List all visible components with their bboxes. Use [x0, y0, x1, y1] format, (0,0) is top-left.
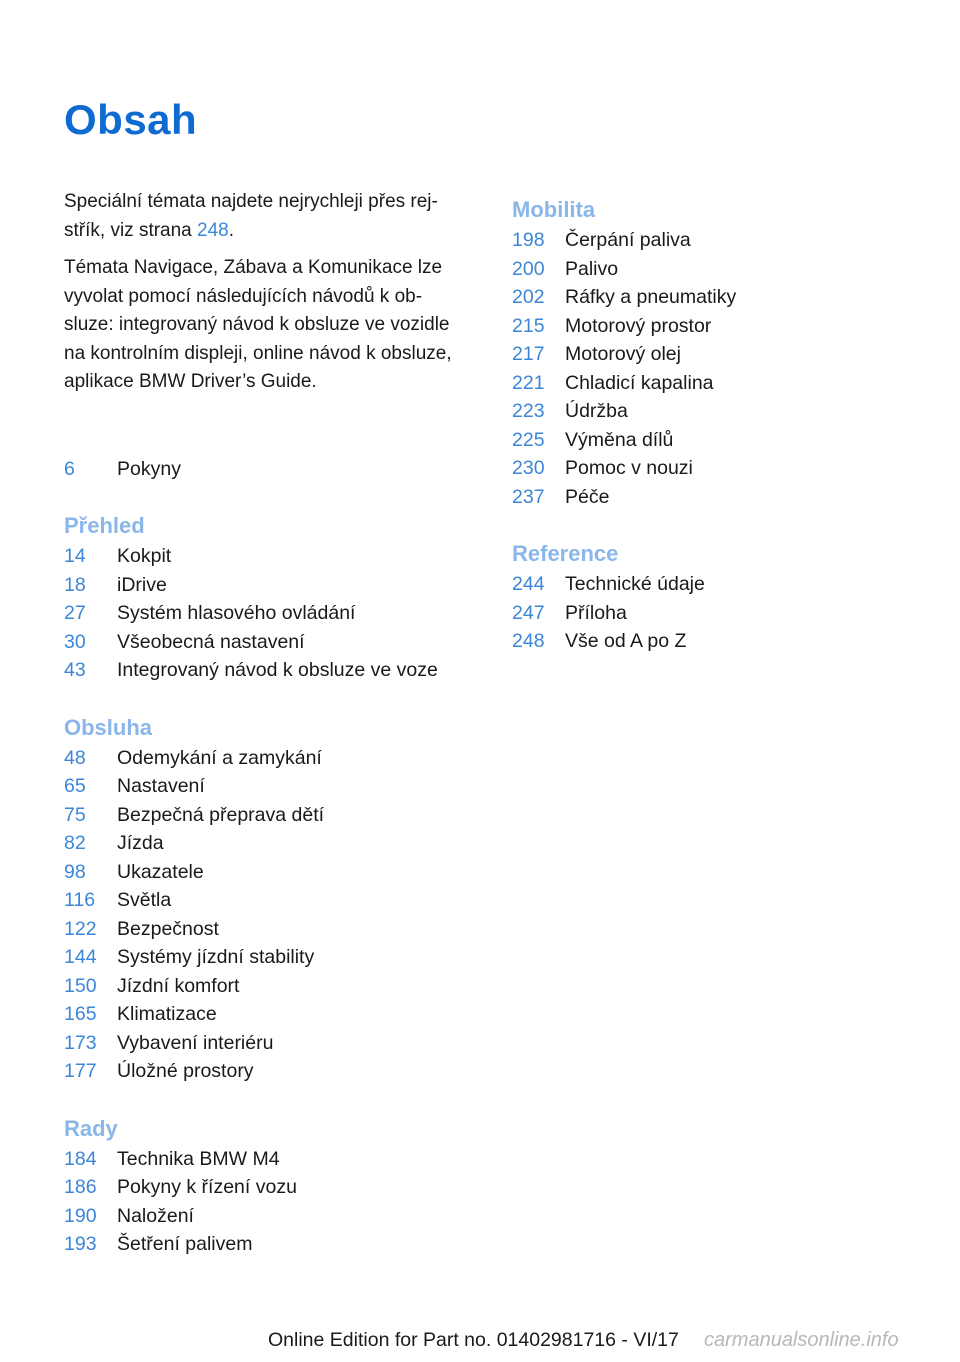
toc-page-number: 6	[64, 457, 75, 480]
toc-entry[interactable]	[64, 1173, 474, 1202]
toc-entry[interactable]	[64, 1202, 474, 1231]
toc-entry-title: Vybavení interiéru	[117, 1031, 274, 1054]
toc-entry-title: Šetření palivem	[117, 1233, 253, 1255]
toc-entry-title: Čerpání paliva	[565, 229, 691, 251]
toc-entry[interactable]	[64, 656, 474, 685]
toc-entry[interactable]	[512, 397, 912, 426]
toc-entry-title: Jízda	[117, 832, 164, 854]
toc-entry-title: Technika BMW M4	[117, 1147, 280, 1170]
toc-entry[interactable]	[64, 886, 474, 915]
toc-entry[interactable]	[64, 1145, 474, 1174]
toc-page-number: 200	[512, 257, 545, 280]
toc-page-number: 173	[64, 1031, 97, 1054]
toc-entry-title: Péče	[565, 485, 610, 508]
toc-page-number: 247	[512, 601, 545, 624]
section-spacer	[64, 1086, 474, 1107]
toc-entry[interactable]	[64, 571, 474, 600]
toc-entry[interactable]	[512, 340, 912, 369]
section-heading: Obsluha	[64, 714, 153, 740]
toc-list	[512, 570, 912, 656]
page-title: Obsah	[64, 96, 198, 143]
toc-entry[interactable]	[64, 744, 474, 773]
toc-entry-title: Motorový olej	[565, 343, 681, 365]
toc-entry-title: Technické údaje	[565, 573, 705, 595]
toc-page-number: 244	[512, 573, 545, 595]
toc-page-number: 165	[64, 1003, 97, 1025]
toc-entry[interactable]	[512, 454, 912, 483]
toc-page-number: 144	[64, 946, 97, 968]
toc-entry-title: Ráfky a pneumatiky	[565, 286, 737, 308]
toc-page-number: 217	[512, 343, 545, 365]
toc-page-number: 65	[64, 775, 86, 797]
toc-entry[interactable]	[64, 455, 474, 484]
toc-entry-title: Chladicí kapalina	[565, 371, 714, 394]
toc-entry-title: Nastavení	[117, 775, 205, 797]
toc-entry[interactable]	[64, 972, 474, 1001]
intro-text	[64, 188, 474, 397]
toc-entry-title: Systém hlasového ovládání	[117, 602, 356, 624]
toc-page-number: 225	[512, 428, 545, 451]
toc-entry[interactable]	[64, 801, 474, 830]
toc-entry-title: Bezpečnost	[117, 917, 219, 940]
toc-page-number: 237	[512, 485, 545, 508]
toc-entry[interactable]	[64, 915, 474, 944]
toc-page-number: 150	[64, 974, 97, 997]
intro-paragraph-2: Témata Navigace, Zábava a Komunikace lze vyvolat pomocí následujících návodů k ob‐ sluze: integrovaný návod k obsluze ve vozidle na kontrolním displeji, online návod k obsluze, aplikace BMW Driver’s Guide.	[64, 257, 452, 392]
toc-page-number: 48	[64, 746, 86, 769]
toc-page-number: 215	[512, 314, 545, 337]
toc-list	[64, 542, 474, 685]
toc-first-list	[64, 455, 474, 484]
section-heading: Přehled	[64, 513, 145, 538]
toc-entry[interactable]	[64, 943, 474, 972]
toc-page-number: 221	[512, 371, 545, 394]
toc-entry-title: Systémy jízdní stability	[117, 946, 315, 968]
toc-entry-title: Pokyny	[117, 457, 181, 480]
toc-page-number: 82	[64, 832, 86, 854]
intro-paragraph-1	[64, 188, 474, 245]
toc-entry[interactable]	[512, 369, 912, 398]
toc-list	[512, 226, 912, 511]
toc-list	[64, 744, 474, 1086]
toc-entry[interactable]	[512, 483, 912, 512]
toc-entry[interactable]	[64, 599, 474, 628]
toc-page-number: 190	[64, 1204, 97, 1227]
toc-entry[interactable]	[64, 829, 474, 858]
section-spacer	[512, 511, 912, 532]
toc-entry-title: Jízdní komfort	[117, 974, 240, 997]
section-spacer	[64, 483, 474, 504]
section-heading: Mobilita	[512, 197, 596, 222]
toc-page-number: 223	[512, 400, 545, 422]
toc-entry-title: Integrovaný návod k obsluze ve voze	[117, 659, 438, 681]
toc-entry-title: Vše od A po Z	[565, 630, 687, 652]
toc-page-number: 198	[512, 229, 545, 251]
footer-edition: Online Edition for Part no. 01402981716 - VI/17	[268, 1329, 679, 1351]
toc-entry[interactable]	[512, 570, 912, 599]
toc-page-number: 177	[64, 1060, 97, 1082]
toc-right-sections	[512, 188, 912, 656]
toc-entry-title: Všeobecná nastavení	[117, 630, 305, 653]
toc-entry[interactable]	[512, 312, 912, 341]
toc-entry-title: Motorový prostor	[565, 314, 712, 337]
toc-page-number: 186	[64, 1176, 97, 1198]
toc-entry-title: Naložení	[117, 1204, 194, 1227]
toc-page-number: 27	[64, 602, 86, 624]
toc-entry[interactable]	[64, 1000, 474, 1029]
section-heading: Reference	[512, 541, 619, 566]
toc-entry-title: Údržba	[565, 400, 628, 422]
toc-entry-title: iDrive	[117, 573, 167, 596]
toc-entry[interactable]	[64, 858, 474, 887]
toc-entry-title: Bezpečná přeprava dětí	[117, 803, 325, 826]
toc-entry[interactable]	[512, 255, 912, 284]
section-heading: Rady	[64, 1115, 118, 1141]
toc-entry-title: Úložné prostory	[117, 1060, 254, 1082]
toc-entry-title: Odemykání a zamykání	[117, 746, 322, 769]
toc-entry-title: Výměna dílů	[565, 428, 674, 451]
toc-entry-title: Příloha	[565, 601, 627, 624]
toc-entry[interactable]	[512, 627, 912, 656]
toc-page-number: 248	[512, 630, 545, 652]
toc-entry-title: Palivo	[565, 257, 619, 280]
toc-entry[interactable]	[64, 772, 474, 801]
toc-entry[interactable]	[512, 426, 912, 455]
toc-entry[interactable]	[512, 283, 912, 312]
toc-entry[interactable]	[64, 1029, 474, 1058]
toc-page-number: 184	[64, 1147, 97, 1170]
toc-entry-title: Ukazatele	[117, 860, 204, 883]
toc-entry[interactable]	[64, 1057, 474, 1086]
watermark: carmanualsonline.info	[704, 1329, 899, 1351]
toc-entry[interactable]	[64, 542, 474, 571]
toc-entry-title: Klimatizace	[117, 1003, 217, 1025]
toc-entry-title: Pomoc v nouzi	[565, 457, 693, 479]
toc-page-number: 75	[64, 803, 86, 826]
toc-entry-title: Kokpit	[117, 545, 172, 567]
toc-page-number: 98	[64, 860, 86, 883]
toc-page-number: 30	[64, 630, 86, 653]
toc-left-sections	[64, 483, 474, 1259]
toc-page-number: 202	[512, 286, 545, 308]
toc-page-number: 122	[64, 917, 97, 940]
toc-page-number: 230	[512, 457, 545, 479]
toc-page-number: 18	[64, 573, 86, 596]
toc-page-number: 43	[64, 659, 86, 681]
intro-text-1-end: .	[228, 219, 235, 241]
toc-list	[64, 1145, 474, 1259]
toc-entry[interactable]	[512, 599, 912, 628]
toc-entry-title: Pokyny k řízení vozu	[117, 1176, 297, 1198]
index-page-link[interactable]: 248	[197, 219, 229, 241]
toc-right-column	[512, 188, 912, 656]
toc-page-number: 193	[64, 1233, 97, 1255]
toc-entry-title: Světla	[117, 889, 172, 911]
intro-text-1: Speciální témata najdete nejrychleji přes rej‐ střík, viz strana	[64, 191, 438, 241]
toc-entry[interactable]	[64, 1230, 474, 1259]
section-spacer	[64, 685, 474, 706]
toc-entry[interactable]	[64, 628, 474, 657]
toc-left-column	[64, 188, 474, 1259]
toc-page-number: 14	[64, 545, 86, 567]
toc-page-number: 116	[64, 889, 96, 911]
toc-entry[interactable]	[512, 226, 912, 255]
